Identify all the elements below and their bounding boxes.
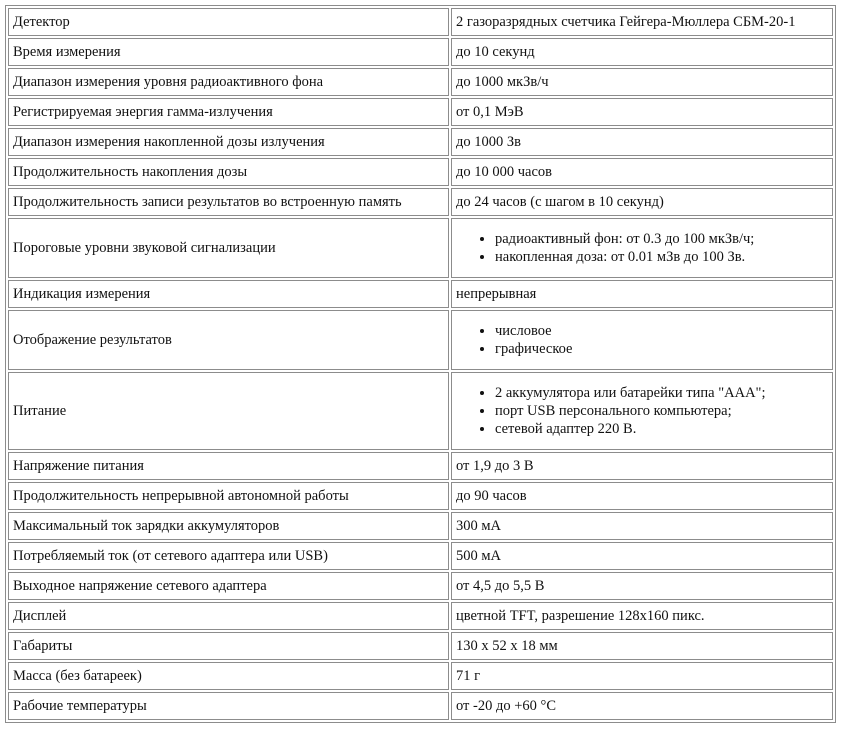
table-row (8, 372, 833, 450)
table-row (8, 98, 833, 126)
bullet-list (456, 230, 828, 266)
spec-label: Продолжительность записи результатов во встроенную память (8, 188, 449, 216)
list-item: • 2 аккумулятора или батарейки типа "ААА"; (495, 384, 828, 402)
spec-value: от -20 до +60 °С (451, 692, 833, 720)
table-row (8, 692, 833, 720)
list-item: • порт USB персонального компьютера; (495, 402, 828, 420)
list-item: • графическое (495, 340, 828, 358)
table-row (8, 8, 833, 36)
list-item: • радиоактивный фон: от 0.3 до 100 мкЗв/ч; (495, 230, 828, 248)
table-row (8, 310, 833, 370)
spec-value: 130 x 52 x 18 мм (451, 632, 833, 660)
table-row (8, 452, 833, 480)
spec-label: Масса (без батареек) (8, 662, 449, 690)
spec-value: 2 газоразрядных счетчика Гейгера-Мюллера СБМ-20-1 (451, 8, 833, 36)
table-row (8, 632, 833, 660)
table-row (8, 662, 833, 690)
spec-label: Диапазон измерения уровня радиоактивного фона (8, 68, 449, 96)
table-row (8, 482, 833, 510)
spec-label: Рабочие температуры (8, 692, 449, 720)
table-row (8, 602, 833, 630)
spec-label: Максимальный ток зарядки аккумуляторов (8, 512, 449, 540)
table-row (8, 218, 833, 278)
table-row (8, 512, 833, 540)
spec-value: непрерывная (451, 280, 833, 308)
list-item: • сетевой адаптер 220 В. (495, 420, 828, 438)
spec-value: 500 мА (451, 542, 833, 570)
table-row (8, 68, 833, 96)
table-row (8, 158, 833, 186)
spec-label: Регистрируемая энергия гамма-излучения (8, 98, 449, 126)
spec-value: до 90 часов (451, 482, 833, 510)
spec-label: Выходное напряжение сетевого адаптера (8, 572, 449, 600)
table-row (8, 38, 833, 66)
spec-label: Питание (8, 372, 449, 450)
spec-label: Потребляемый ток (от сетевого адаптера или USB) (8, 542, 449, 570)
table-row (8, 542, 833, 570)
spec-value: 300 мА (451, 512, 833, 540)
table-row (8, 128, 833, 156)
spec-label: Детектор (8, 8, 449, 36)
spec-value: от 1,9 до 3 В (451, 452, 833, 480)
spec-label: Время измерения (8, 38, 449, 66)
spec-value: до 24 часов (с шагом в 10 секунд) (451, 188, 833, 216)
table-row (8, 280, 833, 308)
spec-label: Пороговые уровни звуковой сигнализации (8, 218, 449, 278)
list-item: • числовое (495, 322, 828, 340)
spec-label: Габариты (8, 632, 449, 660)
spec-value: до 10 секунд (451, 38, 833, 66)
table-row (8, 572, 833, 600)
spec-value-list (451, 372, 833, 450)
table-row (8, 188, 833, 216)
spec-value: 71 г (451, 662, 833, 690)
bullet-list (456, 322, 828, 358)
spec-value: до 1000 Зв (451, 128, 833, 156)
list-item: • накопленная доза: от 0.01 мЗв до 100 Зв. (495, 248, 828, 266)
bullet-list (456, 384, 828, 438)
spec-label: Продолжительность накопления дозы (8, 158, 449, 186)
spec-label: Продолжительность непрерывной автономной работы (8, 482, 449, 510)
specs-table (5, 5, 836, 723)
spec-label: Напряжение питания (8, 452, 449, 480)
spec-value: цветной TFT, разрешение 128x160 пикс. (451, 602, 833, 630)
spec-label: Индикация измерения (8, 280, 449, 308)
spec-value-list (451, 310, 833, 370)
spec-label: Отображение результатов (8, 310, 449, 370)
spec-value-list (451, 218, 833, 278)
spec-label: Дисплей (8, 602, 449, 630)
spec-label: Диапазон измерения накопленной дозы излучения (8, 128, 449, 156)
spec-value: до 10 000 часов (451, 158, 833, 186)
spec-value: от 4,5 до 5,5 В (451, 572, 833, 600)
spec-value: до 1000 мкЗв/ч (451, 68, 833, 96)
spec-value: от 0,1 МэВ (451, 98, 833, 126)
